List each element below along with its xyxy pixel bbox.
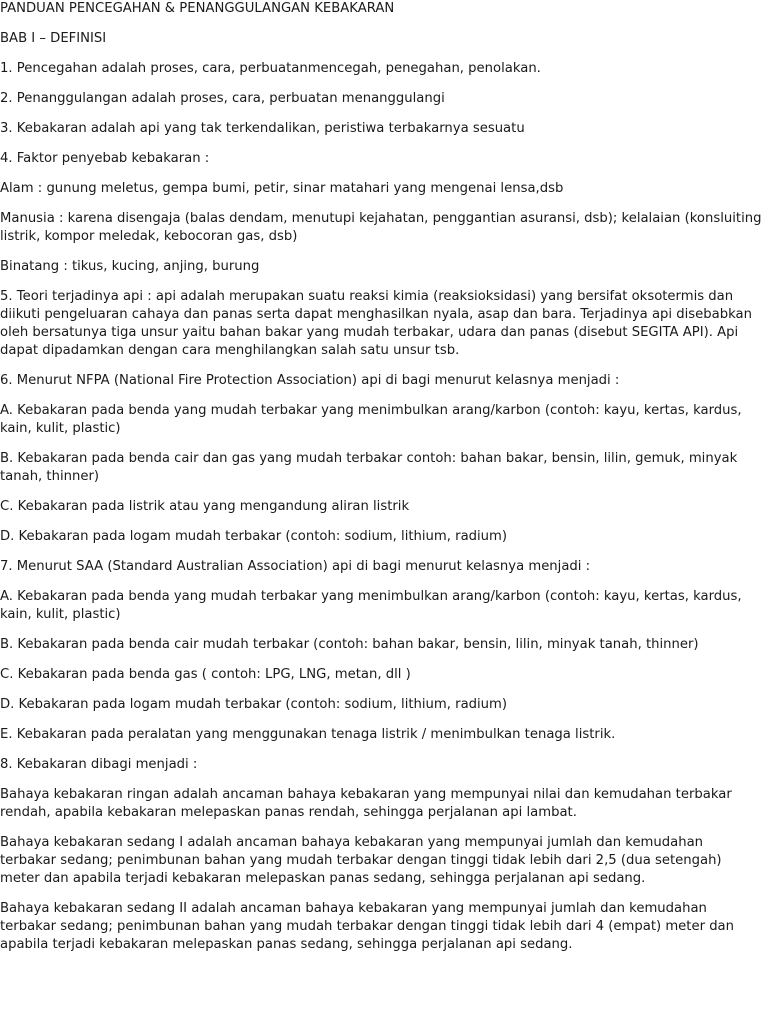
paragraph-22: Bahaya kebakaran sedang I adalah ancaman bahaya kebakaran yang mempunyai jumlah dan kemudahan terbakar sedang; penimbunan bahan yang mudah terbakar dengan tinggi tidak lebih dari 2,5 (dua setengah) meter dan apabila terjadi kebakaran melepaskan panas sedang, sehingga perjalanan api sedang. — [0, 835, 722, 886]
paragraph-10: A. Kebakaran pada benda yang mudah terbakar yang menimbulkan arang/karbon (contoh: kayu, kertas, kardus, kain, kulit, plastic) — [0, 403, 742, 436]
paragraph-18: D. Kebakaran pada logam mudah terbakar (contoh: sodium, lithium, radium) — [0, 697, 508, 712]
paragraph-6: Manusia : karena disengaja (balas dendam, menutupi kejahatan, penggantian asuransi, dsb); kelalaian (konsluiting listrik, kompor meledak, kebocoran gas, dsb) — [0, 211, 762, 244]
paragraph-23: Bahaya kebakaran sedang II adalah ancaman bahaya kebakaran yang mempunyai jumlah dan kemudahan terbakar sedang; penimbunan bahan yang mudah terbakar dengan tinggi tidak lebih dari 4 (empat) meter dan apabila terjadi kebakaran melepaskan panas sedang, sehingga perjalanan api sedang. — [0, 901, 734, 952]
paragraph-12: C. Kebakaran pada listrik atau yang mengandung aliran listrik — [0, 499, 410, 514]
paragraph-14: 7. Menurut SAA (Standard Australian Association) api di bagi menurut kelasnya menjadi : — [0, 559, 591, 574]
paragraph-15: A. Kebakaran pada benda yang mudah terbakar yang menimbulkan arang/karbon (contoh: kayu, kertas, kardus, kain, kulit, plastic) — [0, 589, 742, 622]
chapter-heading: BAB I – DEFINISI — [0, 31, 107, 46]
paragraph-3: 3. Kebakaran adalah api yang tak terkendalikan, peristiwa terbakarnya sesuatu — [0, 121, 525, 136]
paragraph-1: 1. Pencegahan adalah proses, cara, perbuatanmencegah, penegahan, penolakan. — [0, 61, 541, 76]
paragraph-17: C. Kebakaran pada benda gas ( contoh: LPG, LNG, metan, dll ) — [0, 667, 411, 682]
paragraph-8: 5. Teori terjadinya api : api adalah merupakan suatu reaksi kimia (reaksioksidasi) yang bersifat oksotermis dan diikuti pengeluaran cahaya dan panas serta dapat menghasilkan nyala, asap dan bara. Terjadinya api disebabkan oleh bersatunya tiga unsur yaitu bahan bakar yang mudah terbakar, udara dan panas (disebut SEGITA API). Api dapat dipadamkan dengan cara menghilangkan salah satu unsur tsb. — [0, 289, 752, 358]
paragraph-21: Bahaya kebakaran ringan adalah ancaman bahaya kebakaran yang mempunyai nilai dan kemudahan terbakar rendah, apabila kebakaran melepaskan panas rendah, sehingga perjalanan api lambat. — [0, 787, 732, 820]
paragraph-11: B. Kebakaran pada benda cair dan gas yang mudah terbakar contoh: bahan bakar, bensin, lilin, gemuk, minyak tanah, thinner) — [0, 451, 738, 484]
paragraph-13: D. Kebakaran pada logam mudah terbakar (contoh: sodium, lithium, radium) — [0, 529, 508, 544]
paragraph-4: 4. Faktor penyebab kebakaran : — [0, 151, 210, 166]
paragraph-19: E. Kebakaran pada peralatan yang menggunakan tenaga listrik / menimbulkan tenaga listrik. — [0, 727, 616, 742]
document-title: PANDUAN PENCEGAHAN & PENANGGULANGAN KEBAKARAN — [0, 1, 395, 16]
paragraph-9: 6. Menurut NFPA (National Fire Protection Association) api di bagi menurut kelasnya menjadi : — [0, 373, 620, 388]
paragraph-2: 2. Penanggulangan adalah proses, cara, perbuatan menanggulangi — [0, 91, 445, 106]
paragraph-20: 8. Kebakaran dibagi menjadi : — [0, 757, 198, 772]
paragraph-5: Alam : gunung meletus, gempa bumi, petir, sinar matahari yang mengenai lensa,dsb — [0, 181, 564, 196]
paragraph-16: B. Kebakaran pada benda cair mudah terbakar (contoh: bahan bakar, bensin, lilin, minyak tanah, thinner) — [0, 637, 699, 652]
paragraph-7: Binatang : tikus, kucing, anjing, burung — [0, 259, 260, 274]
